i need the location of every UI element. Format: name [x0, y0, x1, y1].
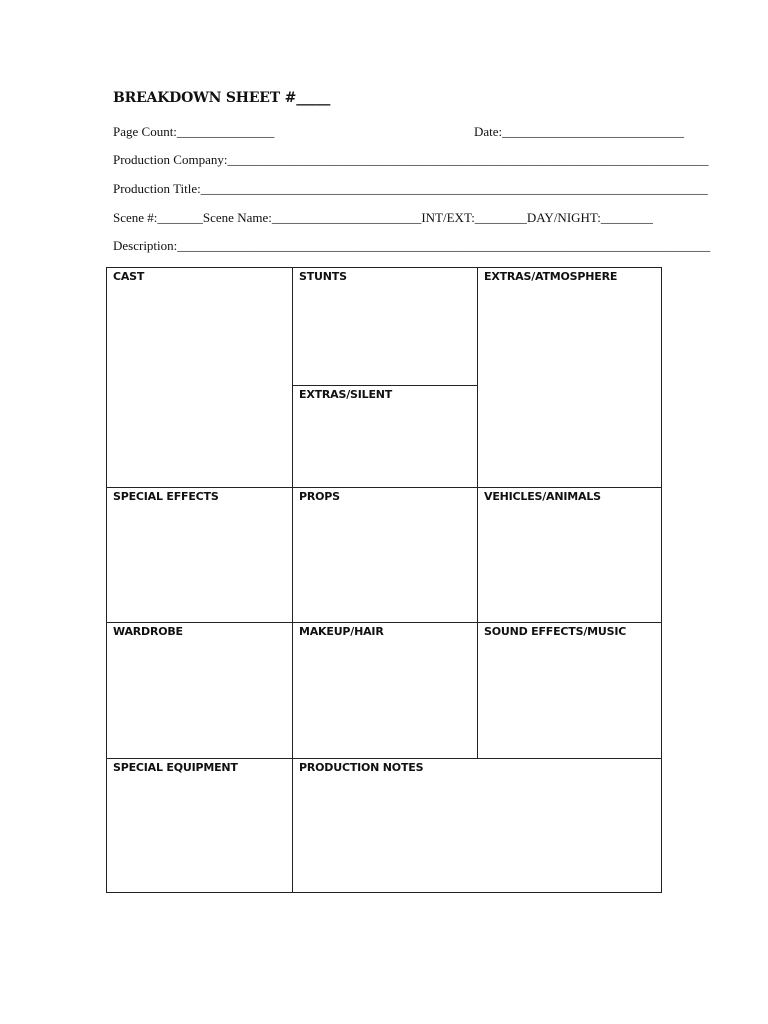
- vehicles-animals-label: VEHICLES/ANIMALS: [484, 490, 601, 503]
- vehicles-animals-cell[interactable]: [478, 488, 661, 623]
- extras-silent-label: EXTRAS/SILENT: [299, 388, 393, 401]
- production-notes-label: PRODUCTION NOTES: [299, 761, 424, 774]
- wardrobe-cell[interactable]: [107, 623, 293, 759]
- sound-effects-music-label: SOUND EFFECTS/MUSIC: [484, 625, 627, 638]
- props-cell[interactable]: [293, 488, 478, 623]
- extras-atmosphere-cell[interactable]: [478, 268, 661, 488]
- scene-line-field[interactable]: Scene #:_______Scene Name:_______________________INT/EXT:________DAY/NIGHT:________: [113, 210, 653, 225]
- special-effects-label: SPECIAL EFFECTS: [113, 490, 219, 503]
- stunts-cell[interactable]: [293, 268, 478, 386]
- cast-cell[interactable]: [107, 268, 293, 488]
- special-equipment-label: SPECIAL EQUIPMENT: [113, 761, 238, 774]
- production-title-field[interactable]: Production Title:______________________________________________________________________________: [113, 181, 708, 196]
- extras-silent-cell[interactable]: [293, 386, 478, 488]
- date-field[interactable]: Date:____________________________: [474, 124, 685, 139]
- wardrobe-label: WARDROBE: [113, 625, 183, 638]
- makeup-hair-cell[interactable]: [293, 623, 478, 759]
- production-notes-cell[interactable]: [293, 759, 661, 892]
- description-field[interactable]: Description:__________________________________________________________________________________: [113, 238, 711, 253]
- props-label: PROPS: [299, 490, 340, 503]
- page-title: BREAKDOWN SHEET #_____: [113, 90, 331, 106]
- extras-atmosphere-label: EXTRAS/ATMOSPHERE: [484, 270, 618, 283]
- page-count-field[interactable]: Page Count:_______________: [113, 124, 275, 139]
- makeup-hair-label: MAKEUP/HAIR: [299, 625, 384, 638]
- special-effects-cell[interactable]: [107, 488, 293, 623]
- sound-effects-music-cell[interactable]: [478, 623, 661, 759]
- cast-label: CAST: [113, 270, 145, 283]
- breakdown-grid: [106, 267, 662, 893]
- production-company-field[interactable]: Production Company:__________________________________________________________________________: [113, 152, 709, 167]
- stunts-label: STUNTS: [299, 270, 347, 283]
- special-equipment-cell[interactable]: [107, 759, 293, 892]
